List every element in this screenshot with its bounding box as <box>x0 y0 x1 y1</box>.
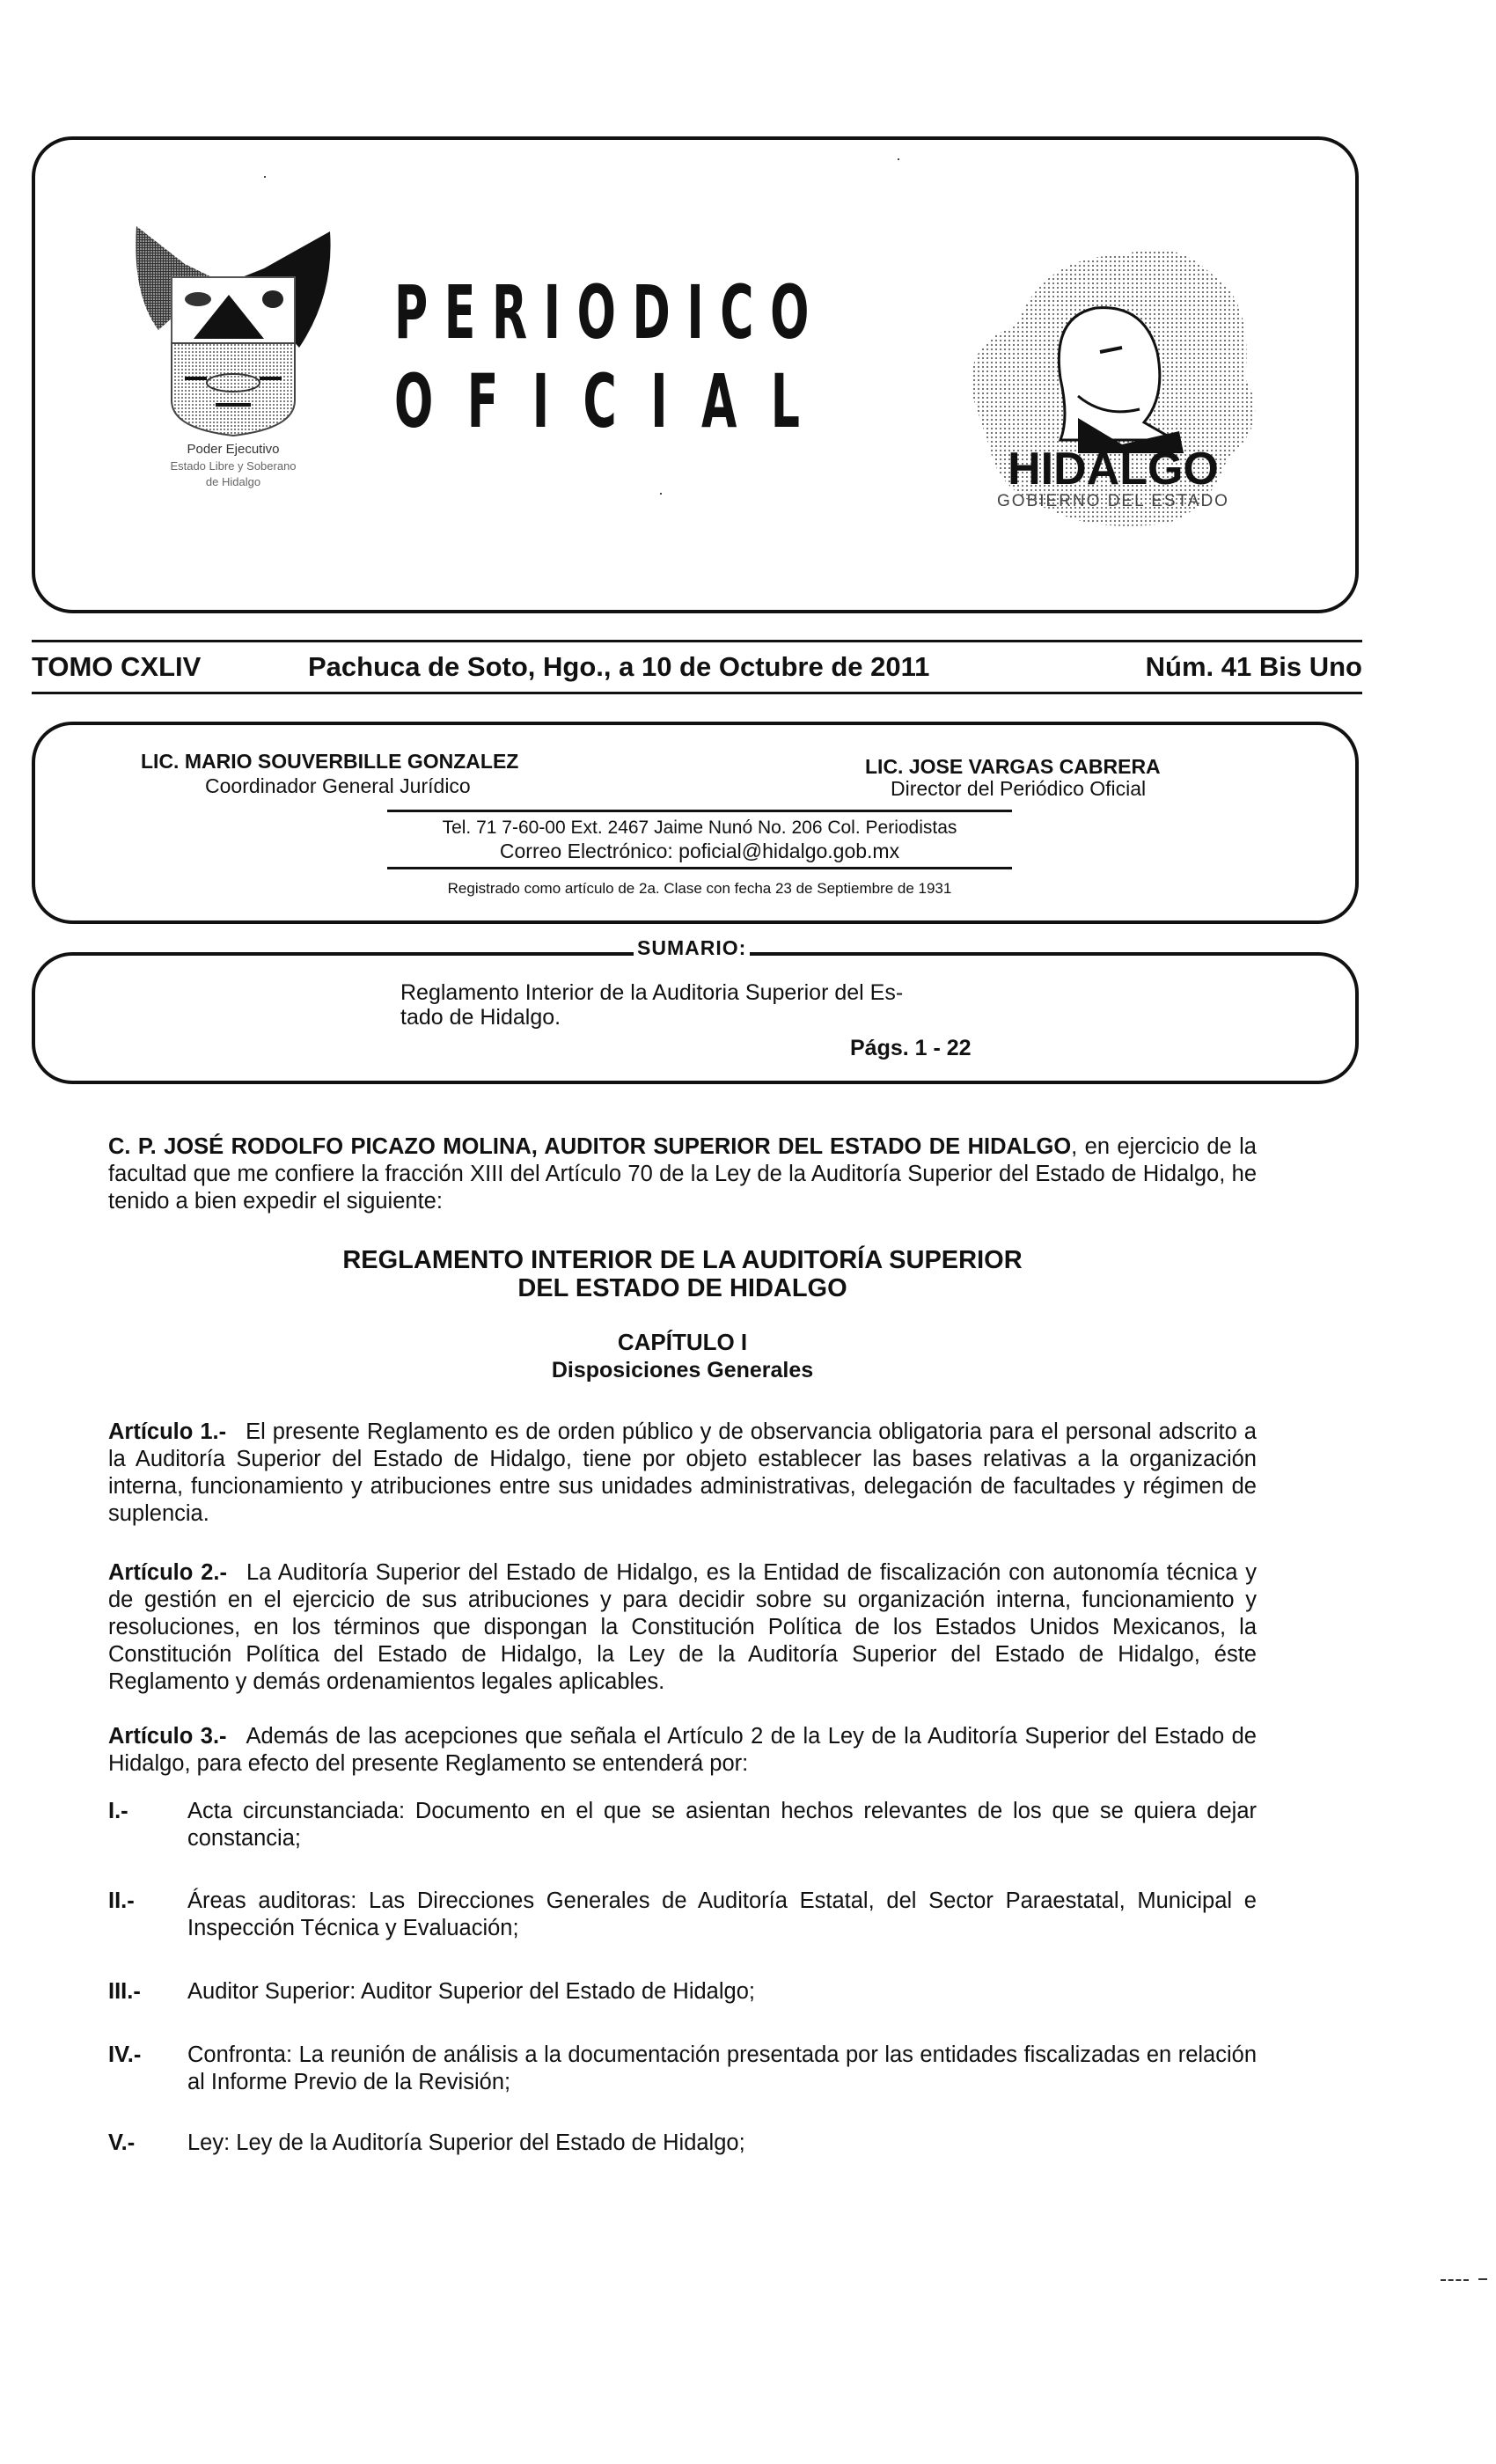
issue-bar-bottom-rule <box>32 692 1362 694</box>
sumario-frame <box>32 952 1359 1084</box>
scan-speck <box>660 493 662 495</box>
chapter-name: Disposiciones Generales <box>551 1358 814 1382</box>
regulation-title-line2: DEL ESTADO DE HIDALGO <box>517 1274 847 1302</box>
director-role: Director del Periódico Oficial <box>891 777 1147 800</box>
article-1 <box>108 1419 1257 1528</box>
contact-bottom-rule <box>387 867 1012 869</box>
definition-number: IV.- <box>108 2042 142 2067</box>
scan-artifact-mark <box>1441 2279 1469 2283</box>
sumario-label: SUMARIO: <box>634 936 750 960</box>
preamble-text: , en ejercicio de la facultad que me confiere la fracción XIII del Artículo 70 de la Ley de la Auditoría Superior del Estado de Hidalgo, he tenido a bien expedir el siguiente: <box>108 1134 1257 1214</box>
article-2-label: Artículo 2.- <box>108 1560 227 1585</box>
definition-text: Ley: Ley de la Auditoría Superior del Estado de Hidalgo; <box>187 2130 745 2155</box>
chapter-number: CAPÍTULO I <box>617 1329 748 1355</box>
svg-text:GOBIERNO DEL ESTADO: GOBIERNO DEL ESTADO <box>997 492 1229 510</box>
definition-text: Confronta: La reunión de análisis a la documentación presentada por las entidades fiscalizadas en relación al Informe Previo de la Revisión; <box>187 2042 1257 2094</box>
hidalgo-government-logo-icon <box>946 220 1280 537</box>
coordinator-role: Coordinador General Jurídico <box>205 774 471 797</box>
article-3-text: Además de las acepciones que señala el Artículo 2 de la Ley de la Auditoría Superior del Estado de Hidalgo, para efecto del presente Reglamento se entenderá por: <box>108 1724 1257 1776</box>
scan-artifact-mark <box>1478 2278 1487 2280</box>
definition-number: II.- <box>108 1888 135 1913</box>
article-2-text: La Auditoría Superior del Estado de Hidalgo, es la Entidad de fiscalización con autonomía técnica y de gestión en el ejercicio de sus atribuciones y para decidir sobre su organización interna, funcionamiento y resoluciones, en los términos que dispongan la Constitución Política de los Estados Unidos Mexicanos, la Constitución Política del Estado de Hidalgo, la Ley de la Auditoría Superior del Estado de Hidalgo, éste Reglamento y demás ordenamientos legales aplicables. <box>108 1560 1257 1694</box>
emblem-caption-line1: Poder Ejecutivo <box>187 442 280 457</box>
tomo-volume: TOMO CXLIV <box>32 651 202 682</box>
state-coat-of-arms-icon <box>132 224 334 444</box>
place-and-date: Pachuca de Soto, Hgo., a 10 de Octubre de 2011 <box>308 651 930 682</box>
newspaper-title-line1: PERIODICO <box>394 269 826 356</box>
contact-top-rule <box>387 810 1012 812</box>
regulation-title-line1: REGLAMENTO INTERIOR DE LA AUDITORÍA SUPERIOR <box>342 1246 1023 1274</box>
contact-email: Correo Electrónico: poficial@hidalgo.gob.mx <box>499 840 900 862</box>
registration-note: Registrado como artículo de 2a. Clase con fecha 23 de Septiembre de 1931 <box>447 880 952 897</box>
contact-address: Tel. 71 7-60-00 Ext. 2467 Jaime Nunó No. 206 Col. Periodistas <box>442 818 957 838</box>
scan-speck <box>898 158 899 160</box>
preamble-paragraph <box>108 1133 1257 1215</box>
article-1-text: El presente Reglamento es de orden público y de observancia obligatoria para el personal adscrito a la Auditoría Superior del Estado de Hidalgo, tiene por objeto establecer las bases relativas a la organización interna, funcionamiento y atribuciones entre sus unidades administrativas, delegación de facultades y régimen de suplencia. <box>108 1419 1257 1526</box>
issue-bar-top-rule <box>32 640 1362 642</box>
emblem-caption-line2: Estado Libre y Soberano <box>170 459 297 473</box>
sumario-item-line1: Reglamento Interior de la Auditoria Superior del Es- <box>400 980 904 1005</box>
coordinator-name: LIC. MARIO SOUVERBILLE GONZALEZ <box>141 750 519 773</box>
preamble-issuer: C. P. JOSÉ RODOLFO PICAZO MOLINA, AUDITOR SUPERIOR DEL ESTADO DE HIDALGO <box>108 1134 1072 1159</box>
scan-speck <box>264 176 266 178</box>
definition-number: V.- <box>108 2130 136 2155</box>
article-2 <box>108 1559 1257 1696</box>
svg-text:HIDALGO: HIDALGO <box>1008 444 1219 495</box>
sumario-pages: Págs. 1 - 22 <box>850 1036 972 1060</box>
sumario-item-line2: tado de Hidalgo. <box>400 1005 561 1030</box>
definition-number: I.- <box>108 1799 128 1823</box>
issue-number: Núm. 41 Bis Uno <box>1145 651 1362 682</box>
emblem-caption-line3: de Hidalgo <box>205 475 261 488</box>
article-1-label: Artículo 1.- <box>108 1419 227 1444</box>
issue-bar <box>32 651 1362 686</box>
definition-text: Acta circunstanciada: Documento en el que se asientan hechos relevantes de los que se quiera dejar constancia; <box>187 1799 1257 1851</box>
article-3 <box>108 1723 1257 1778</box>
definition-text: Áreas auditoras: Las Direcciones Generales de Auditoría Estatal, del Sector Paraestatal, Municipal e Inspección Técnica y Evaluación; <box>187 1888 1257 1940</box>
newspaper-title-line2: OFICIAL <box>394 358 834 444</box>
director-name: LIC. JOSE VARGAS CABRERA <box>865 755 1161 778</box>
definition-number: III.- <box>108 1979 141 2004</box>
article-3-label: Artículo 3.- <box>108 1724 227 1749</box>
definition-text: Auditor Superior: Auditor Superior del Estado de Hidalgo; <box>187 1979 755 2004</box>
